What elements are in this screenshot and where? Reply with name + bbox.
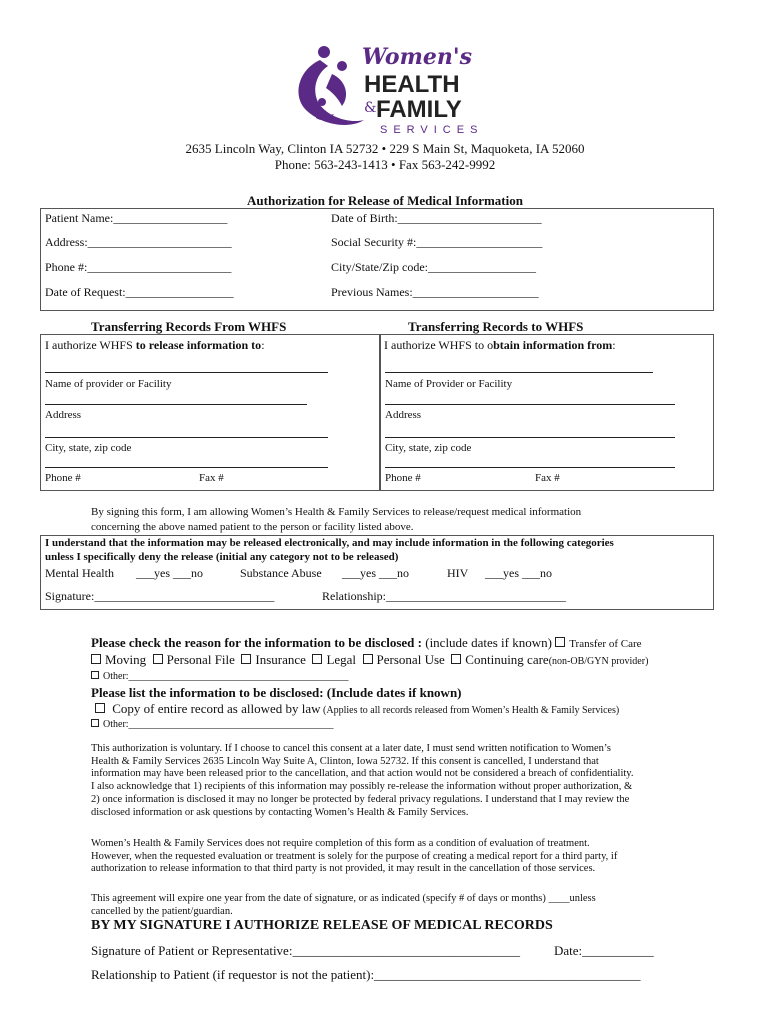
from-whfs-heading: Transferring Records From WHFS <box>91 319 287 334</box>
voluntary-line: I also acknowledge that 1) recipients of this information may possibly re-release the information without proper authorization, & <box>91 781 633 793</box>
clinic-address: 2635 Lincoln Way, Clinton IA 52732 • 229 S Main St, Maquoketa, IA 52060 <box>185 141 585 156</box>
ssn-field[interactable]: Social Security #:_____________________ <box>331 235 543 249</box>
substance-abuse-options[interactable]: ___yes ___no <box>342 566 409 580</box>
brand-name-health: HEALTH <box>364 71 460 98</box>
copy-record-note: (Applies to all records released from Women’s Health & Family Services) <box>320 705 620 716</box>
electronic-release-line-2: unless I specifically deny the release (initial any category not to be released) <box>45 551 399 563</box>
expiration-line: This agreement will expire one year from the date of signature, or as indicated (specify # of days or months) ____unless <box>91 893 596 904</box>
city-state-zip-field[interactable]: City/State/Zip code:__________________ <box>331 260 536 274</box>
signature-field[interactable]: Signature:______________________________ <box>45 589 275 603</box>
relationship-to-patient-field[interactable]: Relationship to Patient (if requestor is not the patient):_________________________________________ <box>91 967 641 982</box>
brand-name-services: SERVICES <box>380 124 484 136</box>
to-phone-line[interactable] <box>385 467 675 468</box>
voluntary-paragraph <box>91 743 731 819</box>
mental-health-options[interactable]: ___yes ___no <box>136 566 203 580</box>
to-authorize-end: : <box>612 338 616 352</box>
treatment-line: authorization to release information to that third party is not provided, it may result in the cancellation of those services. <box>91 863 596 875</box>
from-phone-label: Phone # <box>45 472 81 484</box>
continuing-care-label: Continuing care <box>465 652 549 667</box>
date-of-request-field[interactable]: Date of Request:__________________ <box>45 285 234 299</box>
continuing-care-note: (non-OB/GYN provider) <box>548 656 649 667</box>
reason-heading-note: (include dates if known) <box>421 635 556 650</box>
to-city-label: City, state, zip code <box>385 442 472 454</box>
from-address-label: Address <box>45 409 82 421</box>
from-fax-label: Fax # <box>199 472 224 484</box>
legal-checkbox[interactable] <box>312 654 322 664</box>
info-other-row <box>91 719 334 730</box>
personal-use-label: Personal Use <box>376 652 445 667</box>
reason-heading-text: Please check the reason for the information to be disclosed : <box>91 635 422 650</box>
from-address-line[interactable] <box>45 404 307 405</box>
reason-heading <box>91 635 642 651</box>
date-of-birth-field[interactable]: Date of Birth:________________________ <box>331 211 542 225</box>
transfer-of-care-label: Transfer of Care <box>569 638 642 650</box>
voluntary-line: information may have been released prior to the cancellation, and that action would not be considered a breach of confidentiality. <box>91 768 634 780</box>
to-whfs-heading: Transferring Records to WHFS <box>408 319 584 334</box>
to-address-label: Address <box>385 409 422 421</box>
from-authorize-text <box>45 338 265 353</box>
to-provider-line[interactable] <box>385 372 653 373</box>
final-date-field[interactable]: Date:___________ <box>554 943 654 958</box>
from-provider-label: Name of provider or Facility <box>45 378 172 390</box>
form-title: Authorization for Release of Medical Information <box>247 193 523 208</box>
voluntary-line: disclosed information or ask questions by contacting Women’s Health & Family Services. <box>91 806 469 818</box>
info-other-field[interactable]: Other:_________________________________________ <box>103 719 334 730</box>
final-authorize-heading: BY MY SIGNATURE I AUTHORIZE RELEASE OF MEDICAL RECORDS <box>91 918 553 933</box>
voluntary-line: 2) once information is disclosed it may no longer be protected by federal privacy regulations. I understand that I may review the <box>91 793 630 805</box>
expiration-paragraph <box>91 893 731 918</box>
voluntary-line: This authorization is voluntary. If I choose to cancel this consent at a later date, I must send written notification to Women’s <box>91 743 611 754</box>
final-signature-field[interactable]: Signature of Patient or Representative:___________________________________ <box>91 943 520 958</box>
from-phone-line[interactable] <box>45 467 328 468</box>
phone-field[interactable]: Phone #:________________________ <box>45 260 232 274</box>
consent-line-1: By signing this form, I am allowing Women’s Health & Family Services to release/request medical information <box>91 506 582 518</box>
brand-name-script: Women's <box>362 44 472 70</box>
from-provider-line[interactable] <box>45 372 328 373</box>
voluntary-line: Health & Family Services 2635 Lincoln Way Suite A, Clinton, Iowa 52732. If this consent is cancelled, I understand that <box>91 755 599 767</box>
treatment-line: Women’s Health & Family Services does not require completion of this form as a condition of evaluation of treatment. <box>91 838 590 849</box>
info-list-heading: Please list the information to be disclosed: (Include dates if known) <box>91 685 462 700</box>
copy-record-label: Copy of entire record as allowed by law <box>112 701 321 716</box>
relationship-field[interactable]: Relationship:______________________________ <box>322 589 566 603</box>
insurance-label: Insurance <box>255 652 306 667</box>
to-phone-label: Phone # <box>385 472 421 484</box>
from-city-label: City, state, zip code <box>45 442 132 454</box>
treatment-paragraph <box>91 838 731 876</box>
consent-line-2: concerning the above named patient to the person or facility listed above. <box>91 521 414 533</box>
treatment-line: However, when the requested evaluation or treatment is solely for the purpose of creating a medical report for a third party, if <box>91 850 618 862</box>
copy-record-checkbox[interactable] <box>95 703 105 713</box>
brand-ampersand: & <box>364 100 377 116</box>
to-address-line[interactable] <box>385 404 675 405</box>
copy-record-row <box>95 701 619 717</box>
previous-names-field[interactable]: Previous Names:_____________________ <box>331 285 539 299</box>
legal-label: Legal <box>326 652 357 667</box>
expiration-line: cancelled by the patient/guardian. <box>91 905 233 917</box>
to-authorize-plain: I authorize WHFS to o <box>384 338 494 352</box>
from-authorize-plain: I authorize WHFS <box>45 338 136 352</box>
electronic-release-line-1: I understand that the information may be released electronically, and may include information in the following categories <box>45 537 614 549</box>
personal-file-label: Personal File <box>166 652 235 667</box>
substance-abuse-label: Substance Abuse <box>240 566 322 580</box>
personal-file-checkbox[interactable] <box>153 654 163 664</box>
reason-other-checkbox[interactable] <box>91 671 99 679</box>
reason-other-row <box>91 671 349 682</box>
hiv-options[interactable]: ___yes ___no <box>485 566 552 580</box>
patient-name-field[interactable]: Patient Name:___________________ <box>45 211 228 225</box>
hiv-label: HIV <box>447 566 469 580</box>
from-city-line[interactable] <box>45 437 328 438</box>
logo <box>290 44 490 139</box>
family-figures-icon <box>290 44 370 136</box>
from-authorize-bold: to release information to <box>135 338 262 352</box>
to-provider-label: Name of Provider or Facility <box>385 378 513 390</box>
reason-other-field[interactable]: Other:____________________________________________ <box>103 671 349 682</box>
address-field[interactable]: Address:________________________ <box>45 235 232 249</box>
reason-options-row <box>91 652 648 668</box>
moving-label: Moving <box>105 652 147 667</box>
info-other-checkbox[interactable] <box>91 719 99 727</box>
mental-health-label: Mental Health <box>45 566 114 580</box>
clinic-phone: Phone: 563-243-1413 • Fax 563-242-9992 <box>274 157 496 172</box>
brand-name-family: FAMILY <box>376 96 462 123</box>
to-authorize-bold: btain information from <box>493 338 613 352</box>
insurance-checkbox[interactable] <box>241 654 251 664</box>
to-fax-label: Fax # <box>535 472 560 484</box>
from-authorize-end: : <box>261 338 265 352</box>
to-authorize-text <box>384 338 616 353</box>
to-city-line[interactable] <box>385 437 675 438</box>
transfer-of-care-checkbox[interactable] <box>555 637 565 647</box>
continuing-care-checkbox[interactable] <box>451 654 461 664</box>
personal-use-checkbox[interactable] <box>363 654 373 664</box>
moving-checkbox[interactable] <box>91 654 101 664</box>
